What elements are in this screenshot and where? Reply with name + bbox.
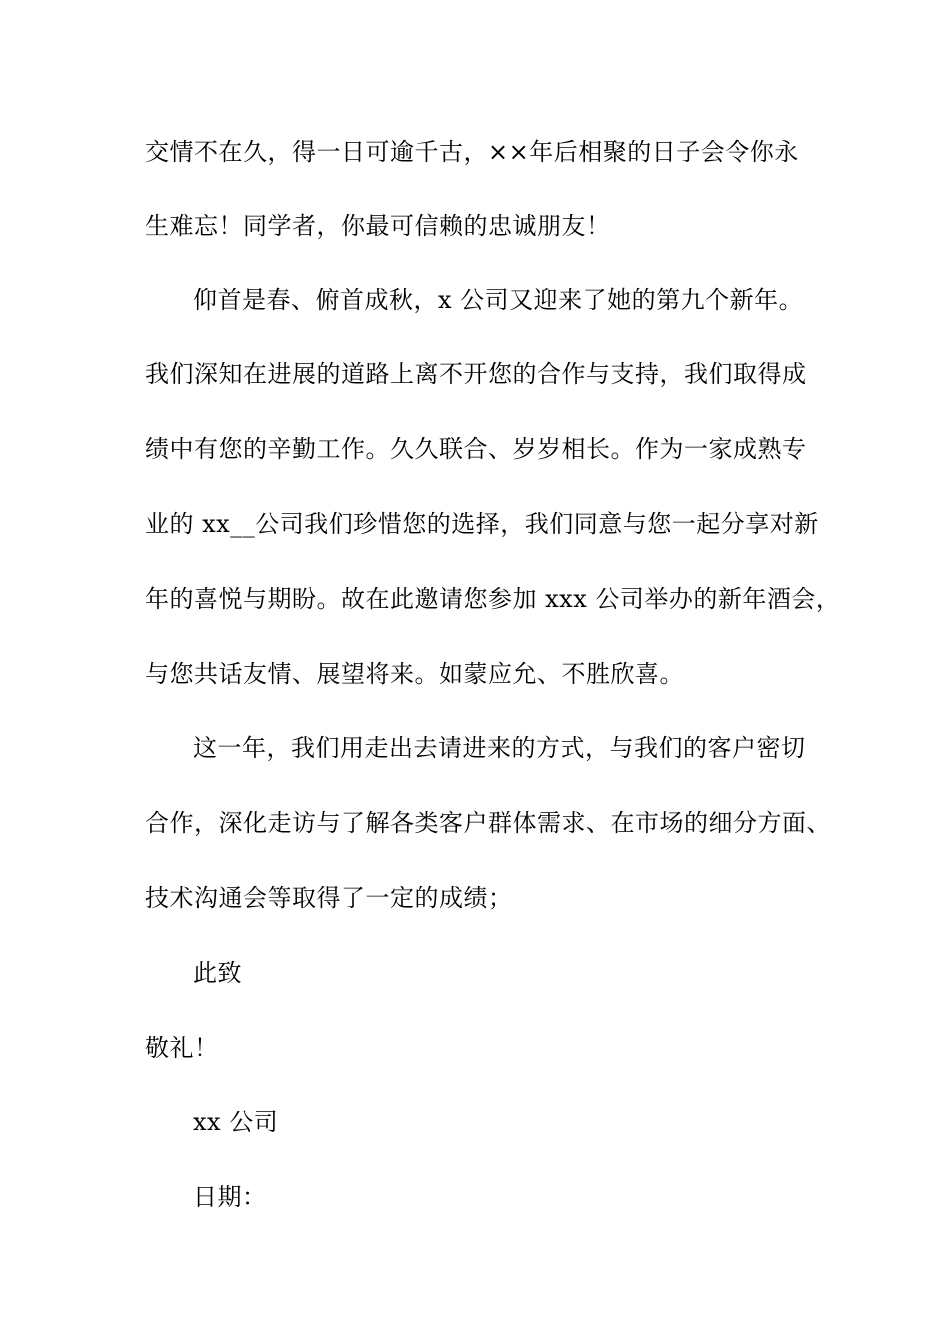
paragraph-line: 技术沟通会等取得了一定的成绩； (145, 884, 513, 912)
paragraph-line: 业的 xx__公司我们珍惜您的选择，我们同意与您一起分享对新 (145, 510, 819, 538)
closing-phrase: 此致 (193, 959, 242, 987)
paragraph-line: 交情不在久，得一日可逾千古，××年后相聚的日子会令你永 (145, 138, 799, 166)
paragraph-line: 我们深知在进展的道路上离不开您的合作与支持，我们取得成 (145, 360, 807, 388)
salutation: 敬礼！ (145, 1034, 219, 1062)
date-label: 日期： (193, 1183, 267, 1211)
company-signature: xx 公司 (193, 1108, 279, 1136)
paragraph-line: 绩中有您的辛勤工作。久久联合、岁岁相长。作为一家成熟专 (145, 435, 807, 463)
paragraph-line: 年的喜悦与期盼。故在此邀请您参加 xxx 公司举办的新年酒会， (145, 585, 841, 613)
paragraph-line: 仰首是春、俯首成秋，x 公司又迎来了她的第九个新年。 (193, 286, 804, 314)
paragraph-line: 生难忘！同学者，你最可信赖的忠诚朋友！ (145, 212, 611, 240)
paragraph-line: 合作，深化走访与了解各类客户群体需求、在市场的细分方面、 (145, 809, 831, 837)
paragraph-line: 这一年，我们用走出去请进来的方式，与我们的客户密切 (193, 734, 806, 762)
paragraph-line: 与您共话友情、展望将来。如蒙应允、不胜欣喜。 (145, 660, 684, 688)
